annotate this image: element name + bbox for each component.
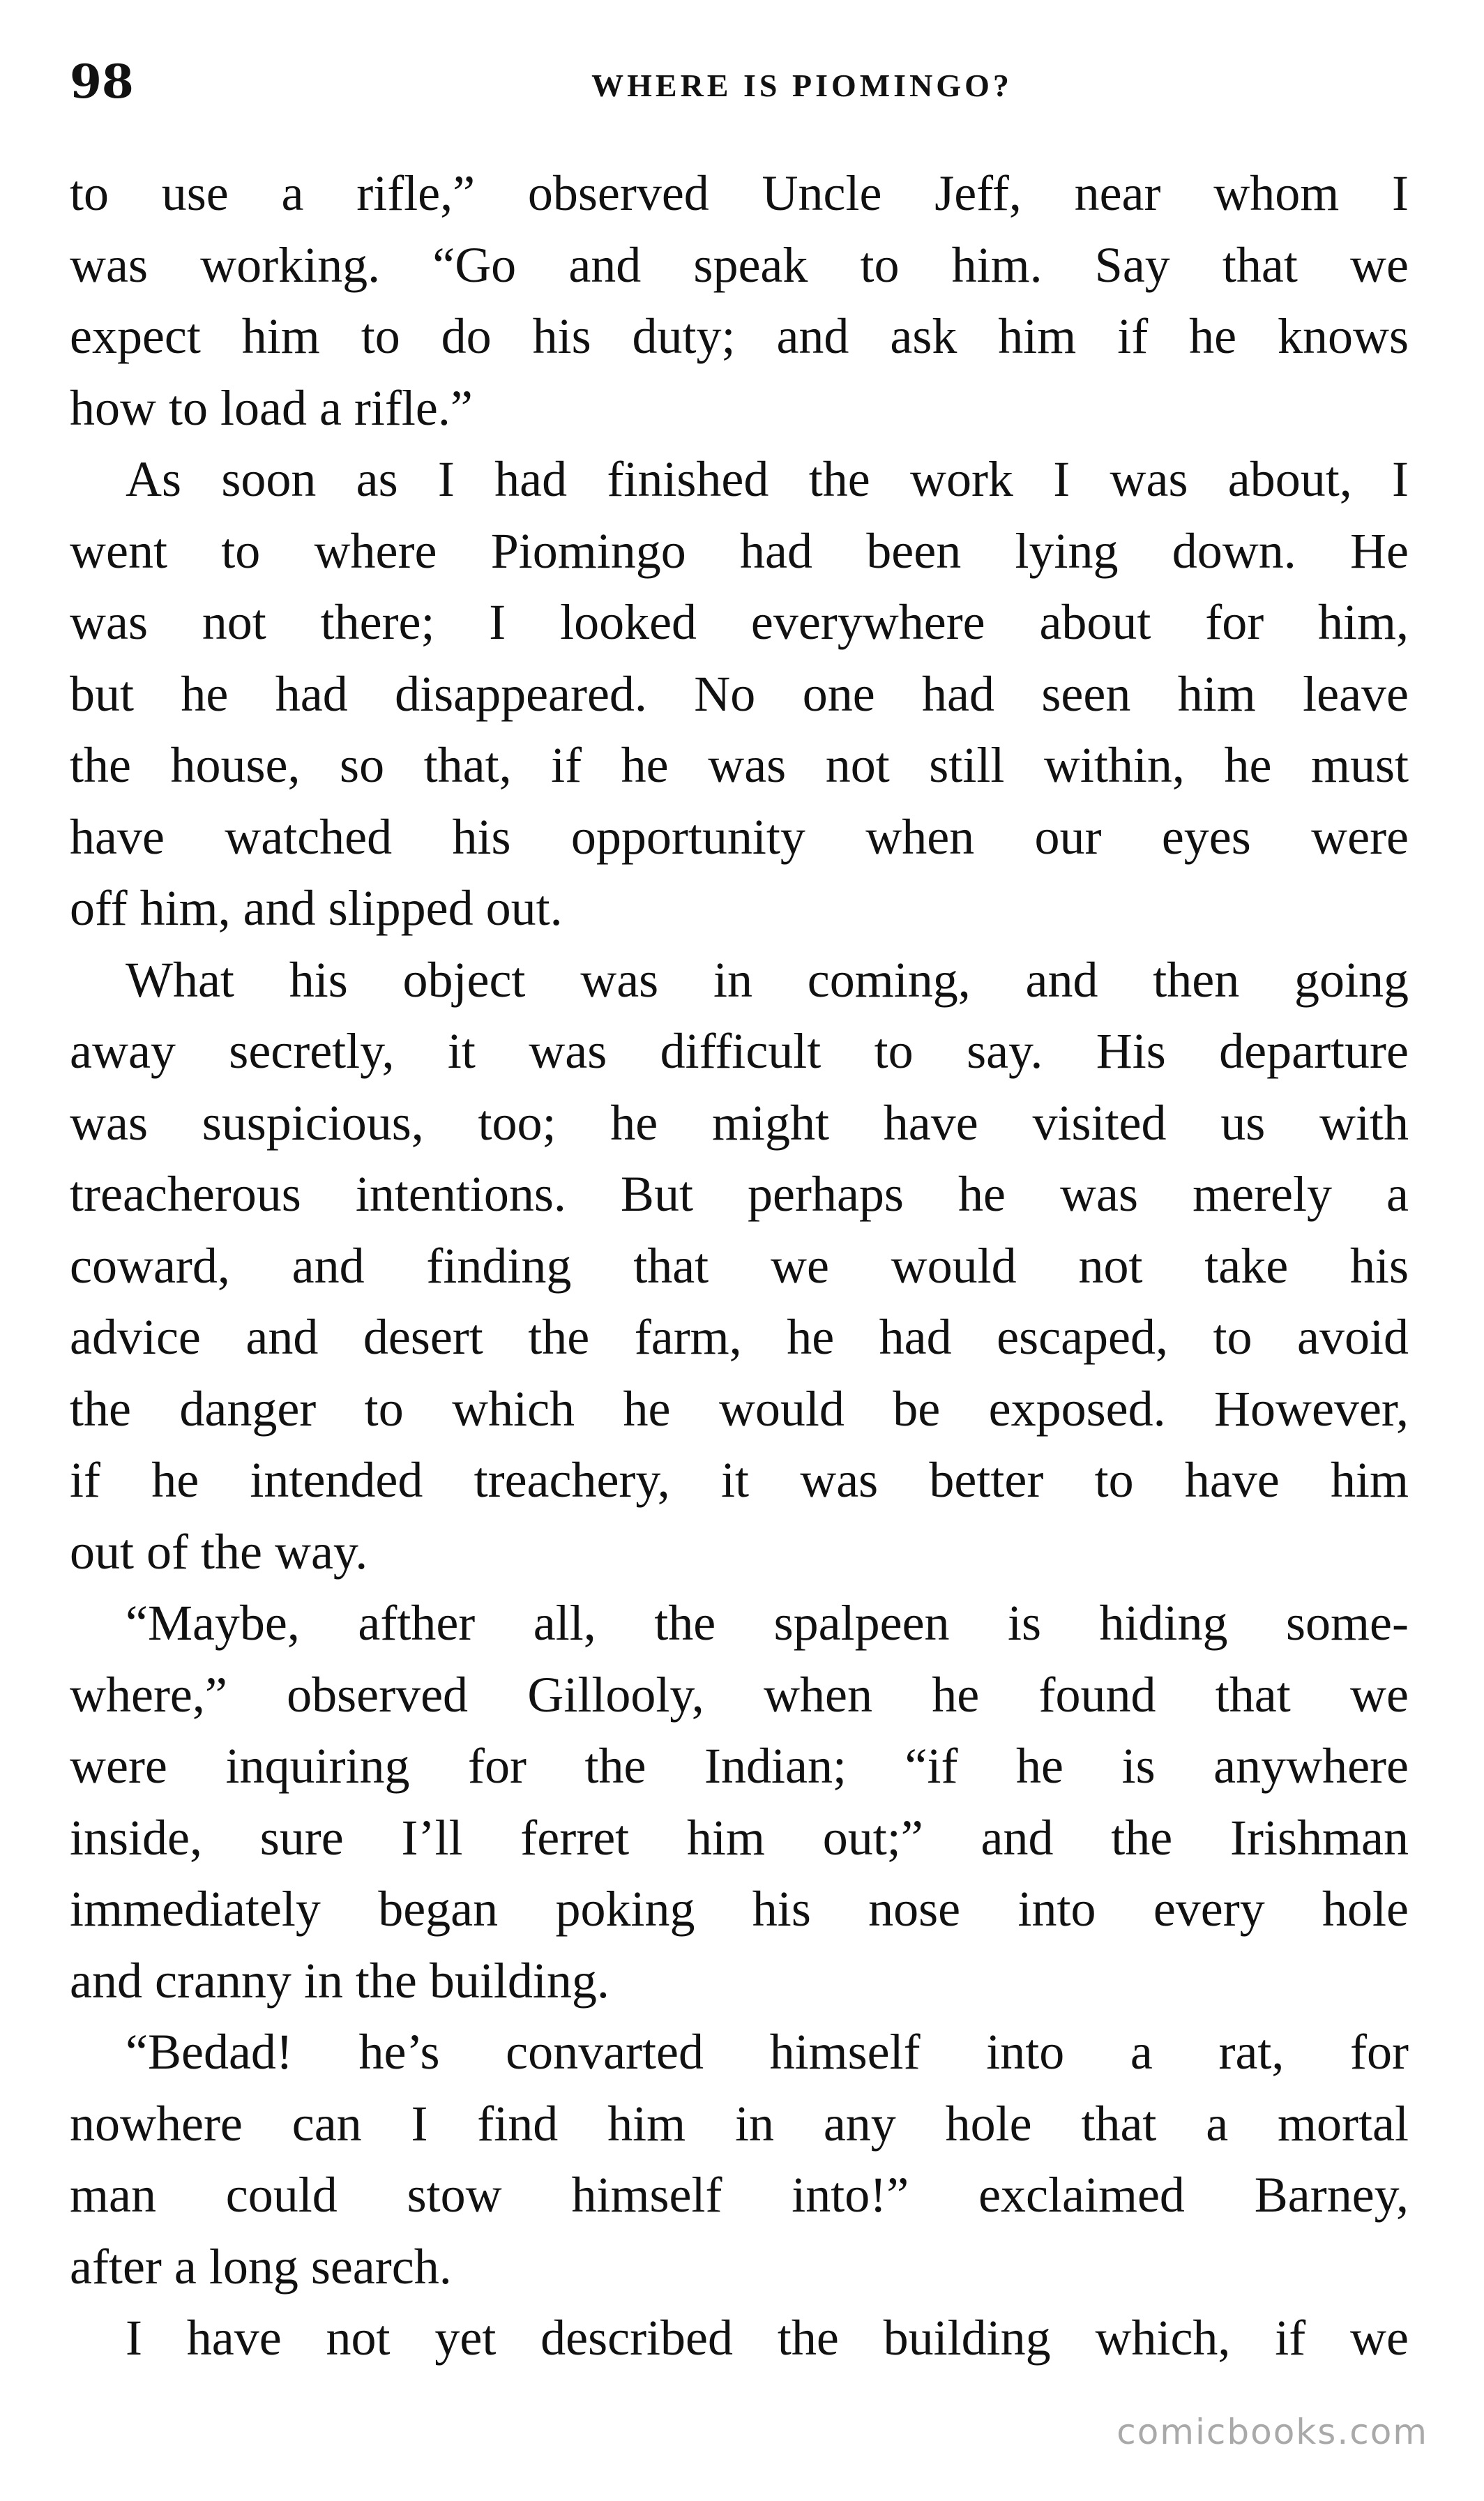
text-line: immediately began poking his nose into every hole	[70, 1881, 1409, 1937]
text-line: but he had disappeared. No one had seen him leave	[70, 665, 1409, 722]
text-line: nowhere can I find him in any hole that a mortal	[70, 2095, 1409, 2152]
text-line: off him, and slipped out.	[70, 880, 563, 936]
running-head	[70, 43, 1409, 120]
text-line: What his object was in coming, and then going	[126, 951, 1409, 1008]
text-line: was not there; I looked everywhere about for him,	[70, 594, 1409, 650]
text-line: “Bedad! he’s convarted himself into a rat, for	[126, 2024, 1409, 2080]
text-line: away secretly, it was difficult to say. His departure	[70, 1023, 1409, 1079]
text-line: the danger to which he would be exposed. However,	[70, 1380, 1409, 1437]
text-line: I have not yet described the building which, if we	[126, 2310, 1409, 2366]
text-line: inside, sure I’ll ferret him out;” and the Irishman	[70, 1809, 1409, 1866]
page-number: 98	[70, 54, 134, 109]
paragraph	[70, 2016, 1409, 2302]
text-line: coward, and finding that we would not take his	[70, 1237, 1409, 1294]
text-line: advice and desert the farm, he had escaped, to avoid	[70, 1309, 1409, 1365]
text-line: went to where Piomingo had been lying down. He	[70, 522, 1409, 579]
running-title: WHERE IS PIOMINGO?	[591, 68, 1013, 103]
text-line: out of the way.	[70, 1523, 368, 1580]
text-line: the house, so that, if he was not still within, he must	[70, 737, 1409, 793]
text-line: have watched his opportunity when our eyes were	[70, 808, 1409, 865]
paragraph	[70, 2302, 1409, 2374]
text-line: As soon as I had finished the work I was about, I	[126, 451, 1409, 507]
text-line: “Maybe, afther all, the spalpeen is hiding some-	[126, 1595, 1409, 1651]
text-line: expect him to do his duty; and ask him if he knows	[70, 308, 1409, 364]
watermark: comicbooks.com	[1116, 2412, 1428, 2452]
text-line: and cranny in the building.	[70, 1952, 610, 2009]
text-line: if he intended treachery, it was better to have him	[70, 1452, 1409, 1508]
text-line: man could stow himself into!” exclaimed Barney,	[70, 2167, 1409, 2223]
paragraph	[70, 444, 1409, 944]
body-text	[70, 158, 1409, 2374]
text-line: was suspicious, too; he might have visited us with	[70, 1094, 1409, 1151]
text-line: where,” observed Gillooly, when he found that we	[70, 1666, 1409, 1723]
text-line: was working. “Go and speak to him. Say that we	[70, 236, 1409, 293]
paragraph	[70, 944, 1409, 1588]
text-line: were inquiring for the Indian; “if he is anywhere	[70, 1738, 1409, 1794]
text-line: after a long search.	[70, 2238, 452, 2295]
text-line: to use a rifle,” observed Uncle Jeff, near whom I	[70, 165, 1409, 221]
paragraph	[70, 158, 1409, 444]
paragraph	[70, 1587, 1409, 2016]
text-line: how to load a rifle.”	[70, 379, 473, 436]
text-line: treacherous intentions. But perhaps he was merely a	[70, 1166, 1409, 1222]
